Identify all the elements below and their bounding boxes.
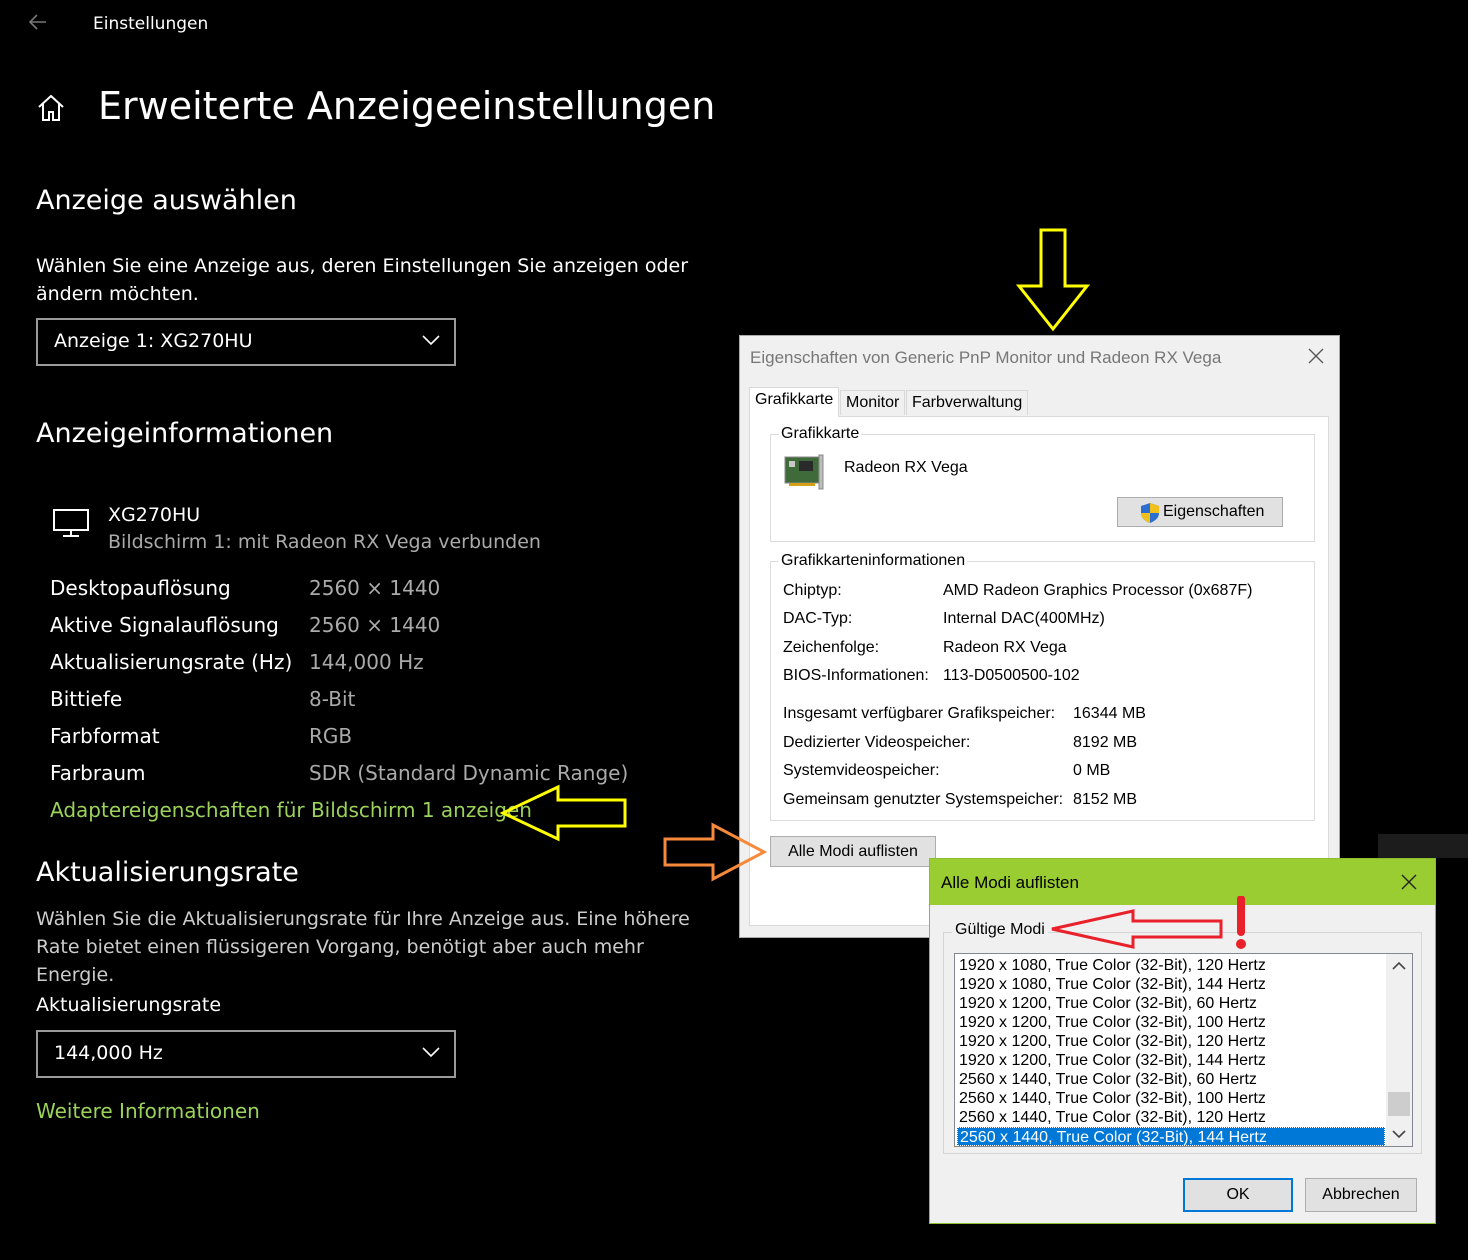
info-key: DAC-Typ:	[783, 610, 853, 627]
close-icon[interactable]	[1400, 873, 1418, 891]
refresh-rate-label: Aktualisierungsrate	[36, 994, 222, 1016]
list-item[interactable]: 2560 x 1440, True Color (32-Bit), 100 Hertz	[959, 1090, 1266, 1107]
tab-monitor[interactable]: Monitor	[840, 390, 905, 415]
info-value: 113-D0500500-102	[943, 667, 1080, 684]
tab-farbverwaltung[interactable]: Farbverwaltung	[906, 390, 1028, 415]
info-label: Aktive Signalauflösung	[50, 613, 279, 637]
properties-button-label: Eigenschaften	[1163, 503, 1265, 520]
memory-value: 0 MB	[1073, 762, 1111, 779]
memory-value: 16344 MB	[1073, 705, 1146, 722]
list-item-selected[interactable]: 2560 x 1440, True Color (32-Bit), 144 Hertz	[957, 1127, 1385, 1146]
info-value: AMD Radeon Graphics Processor (0x687F)	[943, 582, 1253, 599]
memory-value: 8192 MB	[1073, 734, 1138, 751]
group-label: Gültige Modi	[952, 921, 1048, 939]
info-value: 144,000 Hz	[309, 650, 424, 674]
background-window-edge	[1378, 834, 1468, 858]
monitor-connection: Bildschirm 1: mit Radeon RX Vega verbunden	[108, 531, 541, 553]
annotation-arrow-right-icon	[663, 822, 767, 882]
graphics-card-icon	[783, 451, 827, 491]
close-icon[interactable]	[1306, 346, 1326, 366]
tab-grafikkarte[interactable]: Grafikkarte	[749, 387, 839, 417]
annotation-exclamation-icon	[1231, 896, 1251, 952]
graphics-card-name: Radeon RX Vega	[844, 459, 968, 476]
annotation-arrow-left-icon	[500, 784, 628, 842]
chevron-down-icon	[422, 1046, 440, 1058]
section-heading-display-info: Anzeigeinformationen	[36, 418, 334, 449]
info-value: SDR (Standard Dynamic Range)	[309, 761, 629, 785]
list-item[interactable]: 1920 x 1080, True Color (32-Bit), 120 Hertz	[959, 957, 1266, 974]
list-all-modes-button[interactable]: Alle Modi auflisten	[770, 836, 936, 867]
scroll-thumb[interactable]	[1388, 1092, 1410, 1116]
info-key: Chiptyp:	[783, 582, 842, 599]
info-key: BIOS-Informationen:	[783, 667, 929, 684]
info-label: Farbformat	[50, 724, 160, 748]
back-arrow-icon[interactable]	[26, 10, 50, 34]
dialog-title: Alle Modi auflisten	[941, 873, 1079, 892]
graphics-card-group	[770, 425, 1315, 542]
list-item[interactable]: 2560 x 1440, True Color (32-Bit), 120 Hertz	[959, 1109, 1266, 1126]
info-value: 2560 × 1440	[309, 613, 441, 637]
info-key: Zeichenfolge:	[783, 639, 880, 656]
page-title: Erweiterte Anzeigeeinstellungen	[98, 84, 716, 128]
chevron-down-icon	[422, 334, 440, 346]
scroll-up-icon[interactable]	[1386, 956, 1412, 976]
adapter-properties-link[interactable]: Adaptereigenschaften für Bildschirm 1 anzeigen	[50, 798, 532, 822]
dialog-titlebar	[930, 859, 1435, 905]
info-label: Aktualisierungsrate (Hz)	[50, 650, 293, 674]
select-display-description: Wählen Sie eine Anzeige aus, deren Einstellungen Sie anzeigen oder ändern möchten.	[36, 255, 689, 305]
list-item[interactable]: 1920 x 1200, True Color (32-Bit), 60 Hertz	[959, 995, 1257, 1012]
info-label: Farbraum	[50, 761, 146, 785]
memory-key: Gemeinsam genutzter Systemspeicher:	[783, 791, 1064, 808]
more-info-link[interactable]: Weitere Informationen	[36, 1099, 260, 1123]
list-item[interactable]: 1920 x 1200, True Color (32-Bit), 144 Hertz	[959, 1052, 1266, 1069]
valid-modes-group	[943, 921, 1422, 1154]
home-icon[interactable]	[36, 92, 66, 124]
memory-key: Insgesamt verfügbarer Grafikspeicher:	[783, 705, 1056, 722]
info-value: 2560 × 1440	[309, 576, 441, 600]
display-dropdown[interactable]	[36, 318, 456, 366]
properties-button[interactable]	[1117, 497, 1283, 527]
info-value: Internal DAC(400MHz)	[943, 610, 1105, 627]
info-label: Bittiefe	[50, 687, 123, 711]
memory-key: Dedizierter Videospeicher:	[783, 734, 971, 751]
section-heading-refresh-rate: Aktualisierungsrate	[36, 857, 299, 888]
display-dropdown-value: Anzeige 1: XG270HU	[54, 330, 253, 352]
annotation-arrow-left-red-icon	[1049, 908, 1224, 950]
info-value: RGB	[309, 724, 353, 748]
dialog-title: Eigenschaften von Generic PnP Monitor und Radeon RX Vega	[750, 348, 1222, 367]
list-item[interactable]: 1920 x 1200, True Color (32-Bit), 100 Hertz	[959, 1014, 1266, 1031]
list-item[interactable]: 1920 x 1200, True Color (32-Bit), 120 Hertz	[959, 1033, 1266, 1050]
refresh-rate-dropdown[interactable]	[36, 1030, 456, 1078]
refresh-rate-value: 144,000 Hz	[54, 1042, 163, 1064]
annotation-arrow-down-icon	[1016, 228, 1090, 332]
properties-dialog	[739, 335, 1340, 938]
window-title: Einstellungen	[93, 14, 209, 34]
modes-listbox[interactable]	[954, 953, 1413, 1147]
cancel-button[interactable]: Abbrechen	[1305, 1178, 1417, 1212]
uac-shield-icon	[1140, 502, 1160, 524]
info-value: Radeon RX Vega	[943, 639, 1067, 656]
section-heading-select-display: Anzeige auswählen	[36, 185, 297, 216]
memory-value: 8152 MB	[1073, 791, 1138, 808]
group-label: Grafikkarteninformationen	[781, 552, 966, 569]
vertical-scrollbar[interactable]	[1386, 954, 1412, 1146]
scroll-down-icon[interactable]	[1386, 1124, 1412, 1144]
graphics-info-group	[770, 552, 1315, 821]
refresh-rate-description: Wählen Sie die Aktualisierungsrate für Ihre Anzeige aus. Eine höhere Rate bietet einen flüssigeren Vorgang, benötigt aber auch mehr Energie.	[36, 908, 690, 986]
monitor-name: XG270HU	[108, 504, 201, 526]
monitor-icon	[52, 508, 90, 538]
group-label: Grafikkarte	[781, 425, 860, 442]
info-label: Desktopauflösung	[50, 576, 231, 600]
info-value: 8-Bit	[309, 687, 356, 711]
list-item[interactable]: 1920 x 1080, True Color (32-Bit), 144 Hertz	[959, 976, 1266, 993]
memory-key: Systemvideospeicher:	[783, 762, 940, 779]
ok-button[interactable]: OK	[1183, 1178, 1293, 1212]
list-item[interactable]: 2560 x 1440, True Color (32-Bit), 60 Hertz	[959, 1071, 1257, 1088]
